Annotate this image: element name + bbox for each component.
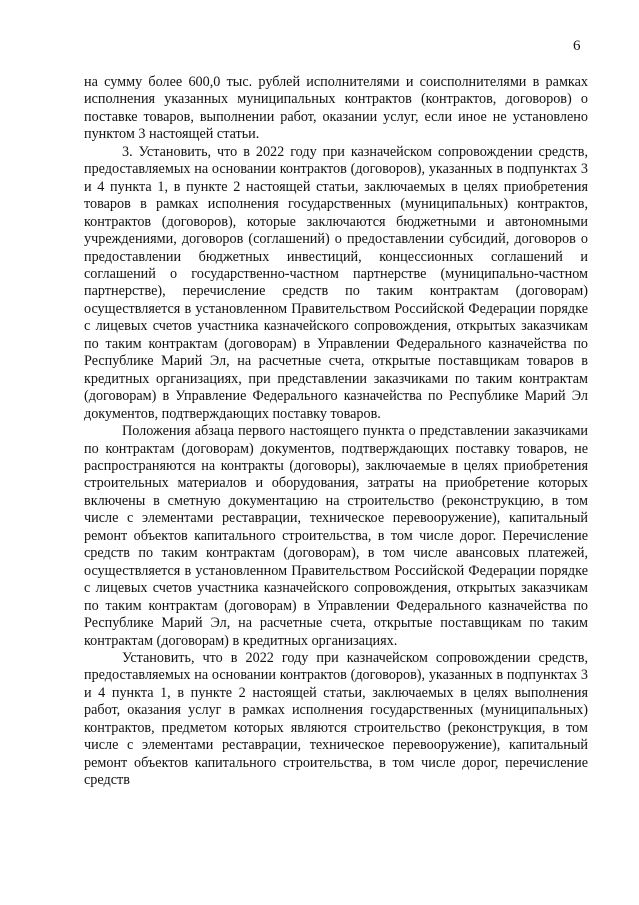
page-number: 6	[573, 38, 581, 54]
document-body	[84, 74, 588, 790]
paragraph-establish: Установить, что в 2022 году при казначейском сопровождении средств, предоставляемых на основании контрактов (договоров), указанных в подпунктах 3 и 4 пункта 1, в пункте 2 настоящей статьи, заключаемых в целях выполнения работ, оказания услуг в рамках исполнения государственных (муниципальных) контрактов, предметом которых являются строительство (реконструкция, в том числе с элементами реставрации, техническое перевооружение), капитальный ремонт объектов капитального строительства, в том числе дорог, перечисление средств	[84, 649, 588, 789]
paragraph-continuation: на сумму более 600,0 тыс. рублей исполнителями и соисполнителями в рамках исполнения указанных муниципальных контрактов (контрактов, договоров) о поставке товаров, выполнении работ, оказании услуг, если иное не установлено пунктом 3 настоящей статьи.	[84, 74, 588, 143]
paragraph-item-3: 3. Установить, что в 2022 году при казначейском сопровождении средств, предоставляемых на основании контрактов (договоров), указанных в подпунктах 3 и 4 пункта 1, в пункте 2 настоящей статьи, заключаемых в целях приобретения товаров в рамках исполнения государственных (муниципальных) контрактов, контрактов (договоров), которые заключаются бюджетными и автономными учреждениями, договоров (соглашений) о предоставлении субсидий, договоров о предоставлении бюджетных инвестиций, концессионных соглашений и соглашений о государственно-частном партнерстве (муниципально-частном партнерстве), перечисление средств по таким контрактам (договорам) осуществляется в установленном Правительством Российской Федерации порядке с лицевых счетов участника казначейского сопровождения, открытых заказчикам по таким контрактам (договорам) в Управлении Федерального казначейства по Республике Марий Эл, на расчетные счета, открытые поставщикам товаров в кредитных организациях, при представлении заказчиками по таким контрактам (договорам) в Управление Федерального казначейства по Республике Марий Эл документов, подтверждающих поставку товаров.	[84, 143, 588, 422]
paragraph-provisions: Положения абзаца первого настоящего пункта о представлении заказчиками по контрактам (договорам) документов, подтверждающих поставку товаров, не распространяются на контракты (договоры), заключаемые в целях приобретения строительных материалов и оборудования, затраты на приобретение которых включены в сметную документацию на строительство (реконструкцию, в том числе с элементами реставрации, техническое перевооружение), капитальный ремонт объектов капитального строительства, в том числе дорог. Перечисление средств по таким контрактам (договорам), в том числе авансовых платежей, осуществляется в установленном Правительством Российской Федерации порядке с лицевых счетов участника казначейского сопровождения, открытых заказчикам по таким контрактам (договорам) в Управлении Федерального казначейства по Республике Марий Эл, на расчетные счета, открытые поставщикам по таким контрактам (договорам) в кредитных организациях.	[84, 423, 588, 649]
